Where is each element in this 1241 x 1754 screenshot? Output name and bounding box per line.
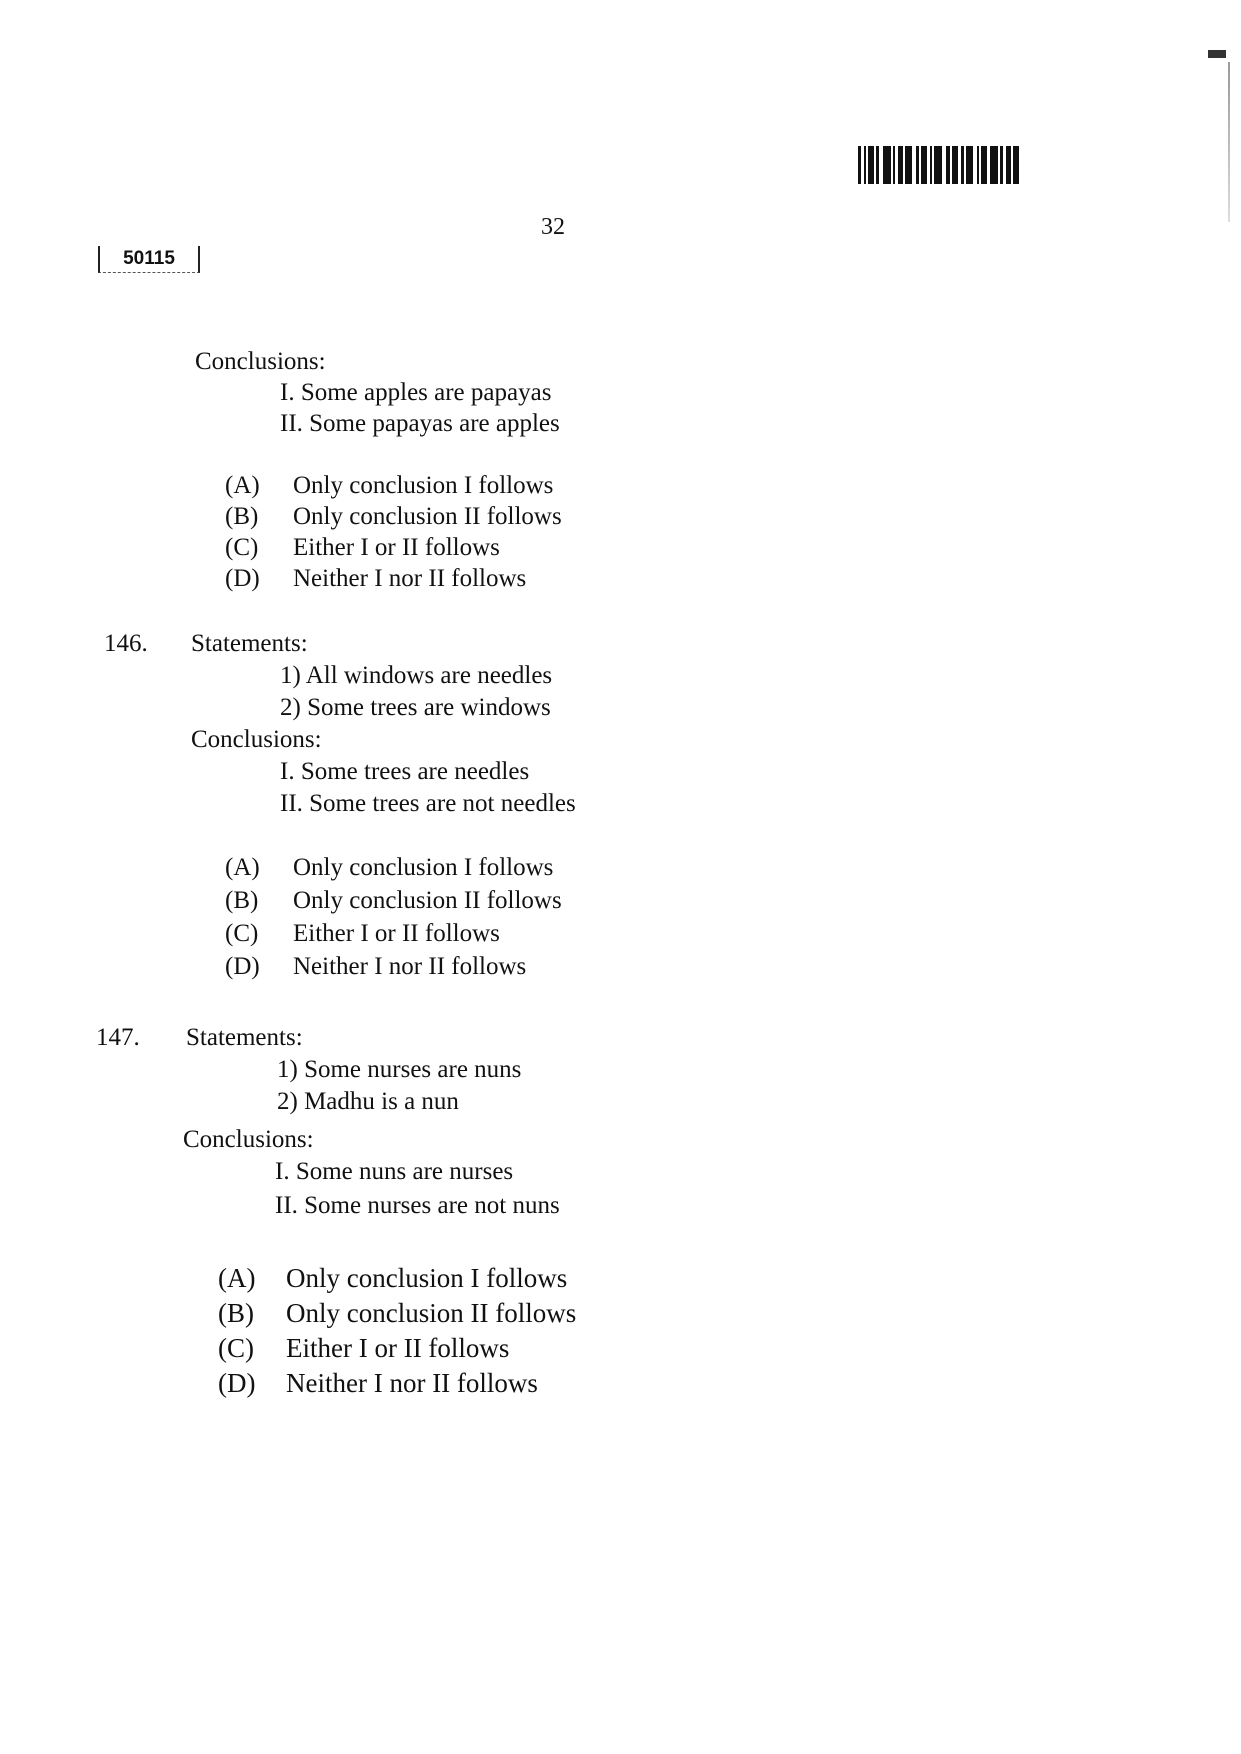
conclusion-item: I. Some apples are papayas — [280, 379, 552, 406]
conclusions-label: Conclusions: — [183, 1126, 314, 1153]
statement-item: 2) Some trees are windows — [280, 694, 551, 721]
option-letter: (C) — [218, 1333, 254, 1363]
question-number: 146. — [104, 630, 148, 657]
option-text: Either I or II follows — [293, 534, 500, 561]
option-d — [225, 951, 526, 983]
option-d — [218, 1367, 538, 1399]
option-c — [225, 918, 500, 950]
scan-corner-mark — [1208, 50, 1226, 58]
option-text: Only conclusion II follows — [286, 1298, 577, 1328]
option-d — [225, 563, 526, 595]
paper-code-box: 50115 — [98, 246, 200, 273]
option-c — [225, 532, 500, 564]
conclusion-item: II. Some trees are not needles — [280, 790, 576, 817]
option-text: Only conclusion I follows — [293, 472, 554, 499]
option-b — [218, 1297, 576, 1329]
option-text: Only conclusion I follows — [286, 1263, 568, 1293]
option-text: Either I or II follows — [286, 1333, 510, 1363]
option-text: Only conclusion II follows — [293, 503, 562, 530]
option-letter: (C) — [225, 920, 259, 947]
option-letter: (B) — [218, 1298, 254, 1328]
option-letter: (D) — [218, 1368, 256, 1398]
option-a — [218, 1262, 567, 1294]
option-letter: (B) — [225, 887, 259, 914]
option-letter: (A) — [225, 854, 260, 881]
option-a — [225, 852, 553, 884]
option-text: Only conclusion I follows — [293, 854, 554, 881]
statements-label: Statements: — [191, 630, 308, 657]
conclusions-label: Conclusions: — [191, 726, 322, 753]
option-letter: (A) — [225, 472, 260, 499]
statement-item: 2) Madhu is a nun — [277, 1088, 459, 1115]
option-b — [225, 885, 562, 917]
option-text: Neither I nor II follows — [293, 953, 527, 980]
statement-item: 1) All windows are needles — [280, 662, 553, 689]
conclusion-item: I. Some trees are needles — [280, 758, 530, 785]
option-letter: (D) — [225, 565, 260, 592]
statement-item: 1) Some nurses are nuns — [277, 1056, 522, 1083]
conclusion-item: I. Some nuns are nurses — [275, 1158, 514, 1185]
page-number: 32 — [541, 214, 565, 240]
conclusion-item: II. Some nurses are not nuns — [275, 1192, 560, 1219]
option-text: Neither I nor II follows — [286, 1368, 538, 1398]
option-letter: (A) — [218, 1263, 256, 1293]
barcode — [858, 146, 1034, 184]
option-letter: (D) — [225, 953, 260, 980]
option-letter: (B) — [225, 503, 259, 530]
option-b — [225, 501, 562, 533]
statements-label: Statements: — [186, 1024, 303, 1051]
option-c — [218, 1332, 509, 1364]
question-number: 147. — [96, 1024, 140, 1051]
conclusion-item: II. Some papayas are apples — [280, 410, 560, 437]
scan-edge-line — [1228, 62, 1230, 222]
option-text: Only conclusion II follows — [293, 887, 562, 914]
option-text: Neither I nor II follows — [293, 565, 527, 592]
option-text: Either I or II follows — [293, 920, 500, 947]
conclusions-label: Conclusions: — [195, 348, 326, 375]
option-a — [225, 470, 553, 502]
option-letter: (C) — [225, 534, 259, 561]
